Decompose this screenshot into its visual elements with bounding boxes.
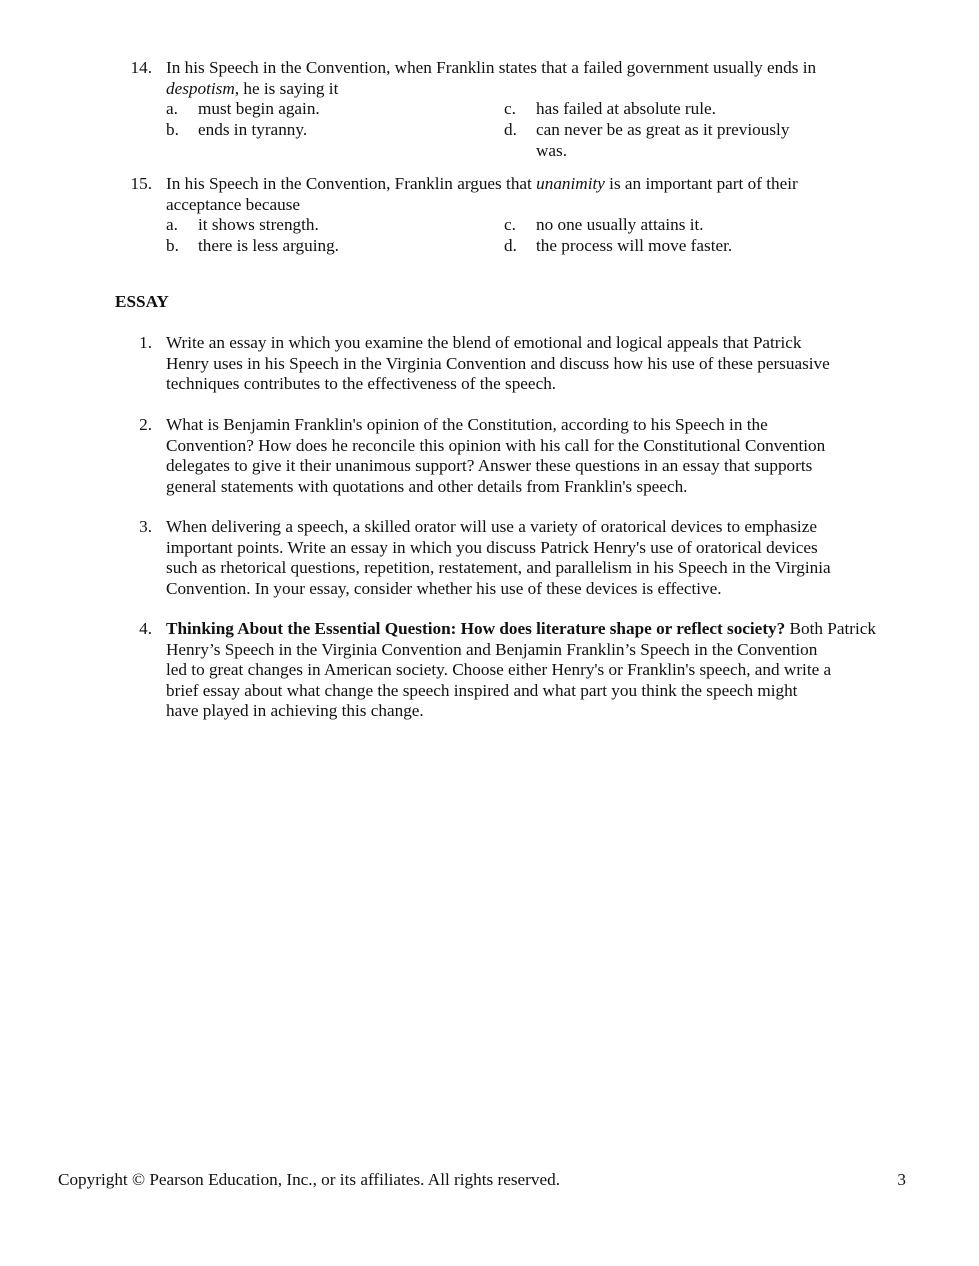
option-line: was. [536, 140, 568, 160]
prompt-line: brief essay about what change the speech inspired and what part you think the speech might [166, 680, 798, 700]
question-number: 15. [130, 174, 152, 193]
option-text: there is less arguing. [198, 236, 339, 255]
prompt-line: led to great changes in American society. Choose either Henry's or Franklin's speech, and write a [166, 660, 832, 679]
essay-number: 4. [139, 619, 152, 638]
option-label: d. [504, 236, 517, 255]
option-text: has failed at absolute rule. [536, 99, 716, 118]
prompt-line: delegates to give it their unanimous support? Answer these questions in an essay that supports [166, 456, 813, 475]
option-text: ends in tyranny. [198, 120, 308, 139]
copyright-notice: Copyright © Pearson Education, Inc., or its affiliates. All rights reserved. [58, 1170, 561, 1189]
prompt-line: Henry uses in his Speech in the Virginia Convention and discuss how his use of these persuasive [166, 353, 830, 373]
prompt-line: general statements with quotations and other details from Franklin's speech. [166, 476, 688, 496]
stem-line [166, 174, 896, 195]
prompt-line: Henry’s Speech in the Virginia Convention and Benjamin Franklin’s Speech in the Convention [166, 639, 818, 659]
essay-prompt [166, 517, 892, 599]
essay-number: 2. [139, 415, 152, 434]
option-label: c. [504, 99, 516, 118]
prompt-line: important points. Write an essay in which you discuss Patrick Henry's use of oratorical devices [166, 537, 818, 557]
prompt-line: Convention. In your essay, consider whether his use of these devices is effective. [166, 578, 722, 598]
option-label: a. [166, 99, 178, 118]
prompt-line: such as rhetorical questions, repetition, restatement, and parallelism in his Speech in the Virginia [166, 558, 831, 577]
prompt-line: Write an essay in which you examine the blend of emotional and logical appeals that Patrick [166, 333, 802, 352]
option-label: b. [166, 236, 179, 255]
option-label: a. [166, 215, 178, 234]
prompt-line [166, 619, 892, 640]
prompt-line: techniques contributes to the effectiveness of the speech. [166, 374, 557, 393]
vocab-term: unanimity [536, 174, 605, 193]
essay-prompt [166, 333, 892, 395]
option-line: can never be as great as it previously [536, 120, 790, 139]
option-label: b. [166, 120, 179, 139]
option-label: d. [504, 120, 517, 139]
option-text: must begin again. [198, 99, 320, 118]
stem-text: In his Speech in the Convention, Franklin argues that [166, 174, 537, 193]
vocab-term: despotism [166, 78, 235, 98]
essay-number: 1. [139, 333, 152, 352]
prompt-line: Convention? How does he reconcile this opinion with his call for the Constitutional Convention [166, 435, 826, 455]
stem-line: In his Speech in the Convention, when Franklin states that a failed government usually ends in [166, 58, 817, 77]
option-text [536, 120, 826, 161]
option-text: the process will move faster. [536, 236, 733, 255]
essay-prompt [166, 415, 892, 497]
option-text: it shows strength. [198, 215, 319, 234]
question-stem [166, 174, 896, 215]
essay-heading: ESSAY [115, 292, 169, 311]
essay-number: 3. [139, 517, 152, 536]
page-number: 3 [897, 1170, 906, 1189]
question-number: 14. [130, 58, 152, 77]
prompt-line: What is Benjamin Franklin's opinion of the Constitution, according to his Speech in the [166, 415, 768, 434]
stem-line [166, 79, 896, 100]
prompt-line: When delivering a speech, a skilled orator will use a variety of oratorical devices to emphasize [166, 517, 817, 536]
option-label: c. [504, 215, 516, 234]
prompt-text: Both Patrick [785, 619, 876, 638]
stem-text: , he is saying it [234, 78, 339, 98]
essential-question-lead: Thinking About the Essential Question: How does literature shape or reflect society? [166, 619, 786, 638]
stem-line: acceptance because [166, 194, 301, 214]
question-stem [166, 58, 896, 99]
option-text: no one usually attains it. [536, 215, 704, 234]
essay-prompt [166, 619, 892, 722]
stem-text: is an important part of their [604, 174, 798, 193]
prompt-line: have played in achieving this change. [166, 701, 424, 720]
